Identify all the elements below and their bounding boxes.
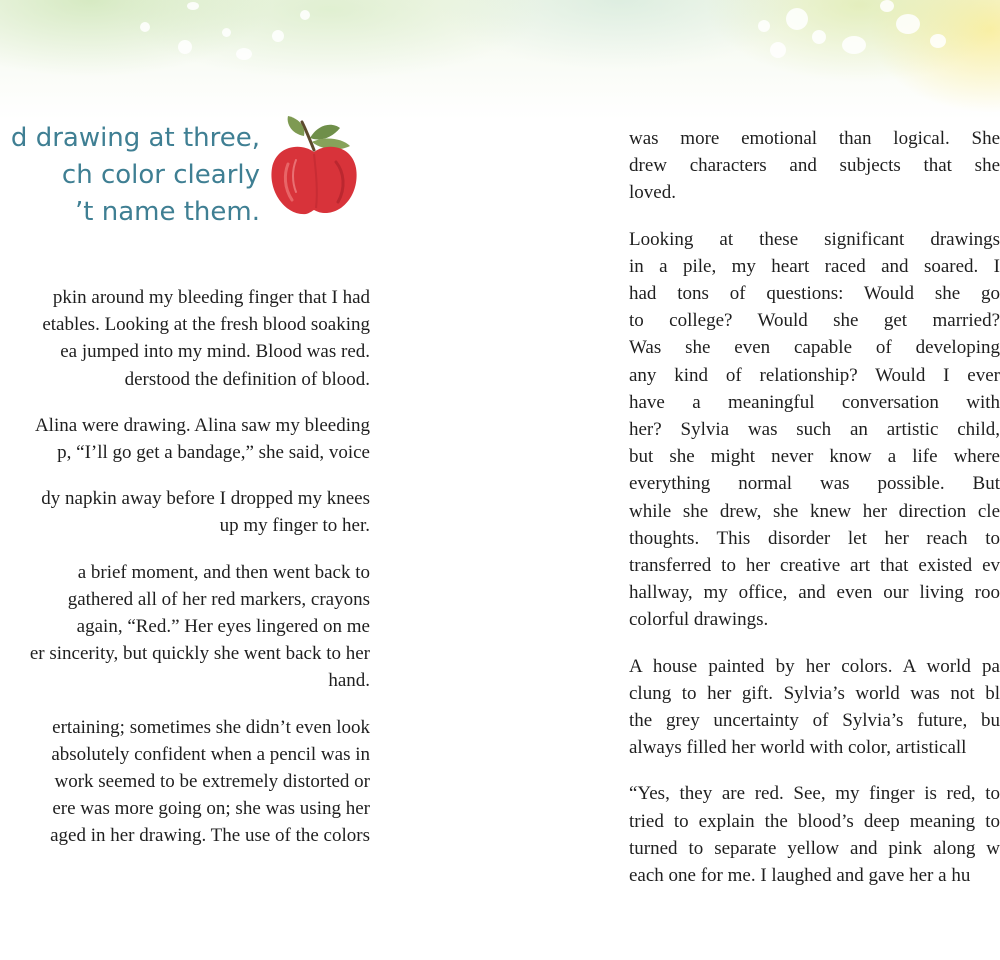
bokeh-dot	[770, 42, 786, 58]
text-line: in a pile, my heart raced and soared. I	[629, 255, 1000, 277]
text-line: have a meaningful conversation with	[629, 391, 1000, 413]
text-line: transferred to her creative art that existed ev	[629, 555, 1000, 577]
text-line: but she might never know a life where	[629, 446, 1000, 468]
text-line: while she drew, she knew her direction cle	[629, 500, 1000, 522]
text-line: turned to separate yellow and pink along w	[629, 837, 1000, 859]
text-line: ertaining; sometimes she didn’t even look	[52, 716, 370, 738]
watercolor-header-wash	[0, 0, 1000, 120]
text-line: gathered all of her red markers, crayons	[67, 588, 370, 610]
text-line: up my finger to her.	[219, 515, 370, 537]
text-line: hand.	[328, 670, 370, 692]
text-line: “Yes, they are red. See, my finger is red, to	[629, 783, 1000, 805]
right-text-column	[629, 125, 1000, 908]
bokeh-dot	[236, 48, 252, 60]
text-line: Looking at these significant drawings	[629, 228, 1000, 250]
paragraph	[629, 125, 1000, 207]
text-line: clung to her gift. Sylvia’s world was not bl	[629, 682, 1000, 704]
text-line: tried to explain the blood’s deep meaning to	[629, 810, 1000, 832]
bokeh-dot	[178, 40, 192, 54]
bokeh-dot	[786, 8, 808, 30]
paragraph	[629, 226, 1000, 634]
bokeh-dot	[842, 36, 866, 54]
paragraph	[0, 714, 370, 850]
bokeh-dot	[222, 28, 231, 37]
text-line: loved.	[629, 182, 676, 204]
text-line: any kind of relationship? Would I ever	[629, 364, 1000, 386]
text-line: aged in her drawing. The use of the colors	[50, 825, 370, 847]
text-line: drew characters and subjects that she	[629, 155, 1000, 177]
bokeh-dot	[812, 30, 826, 44]
bokeh-dot	[930, 34, 946, 48]
text-line: thoughts. This disorder let her reach to	[629, 527, 1000, 549]
text-line: er sincerity, but quickly she went back to her	[29, 643, 370, 665]
bokeh-dot	[272, 30, 284, 42]
apple-illustration-icon	[266, 112, 362, 220]
text-line: Was she even capable of developing	[629, 337, 1000, 359]
text-line: colorful drawings.	[629, 609, 769, 631]
paragraph	[629, 780, 1000, 889]
text-line: to college? Would she get married?	[629, 310, 1000, 332]
text-line: each one for me. I laughed and gave her a hu	[629, 865, 971, 887]
text-line: dy napkin away before I dropped my knees	[41, 488, 370, 510]
text-line: work seemed to be extremely distorted or	[54, 771, 370, 793]
bokeh-dot	[880, 0, 894, 12]
text-line: a brief moment, and then went back to	[77, 561, 370, 583]
text-line: again, “Red.” Her eyes lingered on me	[76, 616, 370, 638]
text-line: the grey uncertainty of Sylvia’s future, bu	[629, 710, 1000, 732]
bokeh-dot	[300, 10, 310, 20]
bokeh-dot	[758, 20, 770, 32]
text-line: her? Sylvia was such an artistic child,	[629, 419, 1000, 441]
bokeh-dot	[187, 2, 199, 10]
paragraph	[0, 559, 370, 695]
text-line: Alina were drawing. Alina saw my bleeding	[34, 414, 370, 436]
pull-quote-line: ’t name them.	[75, 197, 260, 227]
text-line: ere was more going on; she was using her	[52, 798, 370, 820]
paragraph	[629, 653, 1000, 762]
text-line: always filled her world with color, artisticall	[629, 737, 967, 759]
text-line: pkin around my bleeding finger that I had	[52, 287, 370, 308]
text-line: p, “I’ll go get a bandage,” she said, voice	[57, 442, 370, 464]
pull-quote	[0, 120, 260, 231]
text-line: ea jumped into my mind. Blood was red.	[60, 341, 370, 363]
left-text-column	[0, 284, 370, 869]
pull-quote-line: d drawing at three,	[10, 123, 260, 153]
text-line: absolutely confident when a pencil was in	[51, 743, 370, 765]
paragraph	[0, 284, 370, 393]
text-line: etables. Looking at the fresh blood soaking	[42, 314, 370, 336]
text-line: hallway, my office, and even our living roo	[629, 582, 1000, 604]
text-line: derstood the definition of blood.	[124, 368, 370, 390]
paragraph	[0, 485, 370, 539]
text-line: was more emotional than logical. She	[629, 128, 1000, 149]
pull-quote-line: ch color clearly	[61, 160, 260, 190]
paragraph	[0, 412, 370, 466]
bokeh-dot	[140, 22, 150, 32]
text-line: A house painted by her colors. A world pa	[629, 655, 1000, 677]
text-line: everything normal was possible. But	[629, 473, 1000, 495]
text-line: had tons of questions: Would she go	[629, 283, 1000, 305]
bokeh-dot	[896, 14, 920, 34]
